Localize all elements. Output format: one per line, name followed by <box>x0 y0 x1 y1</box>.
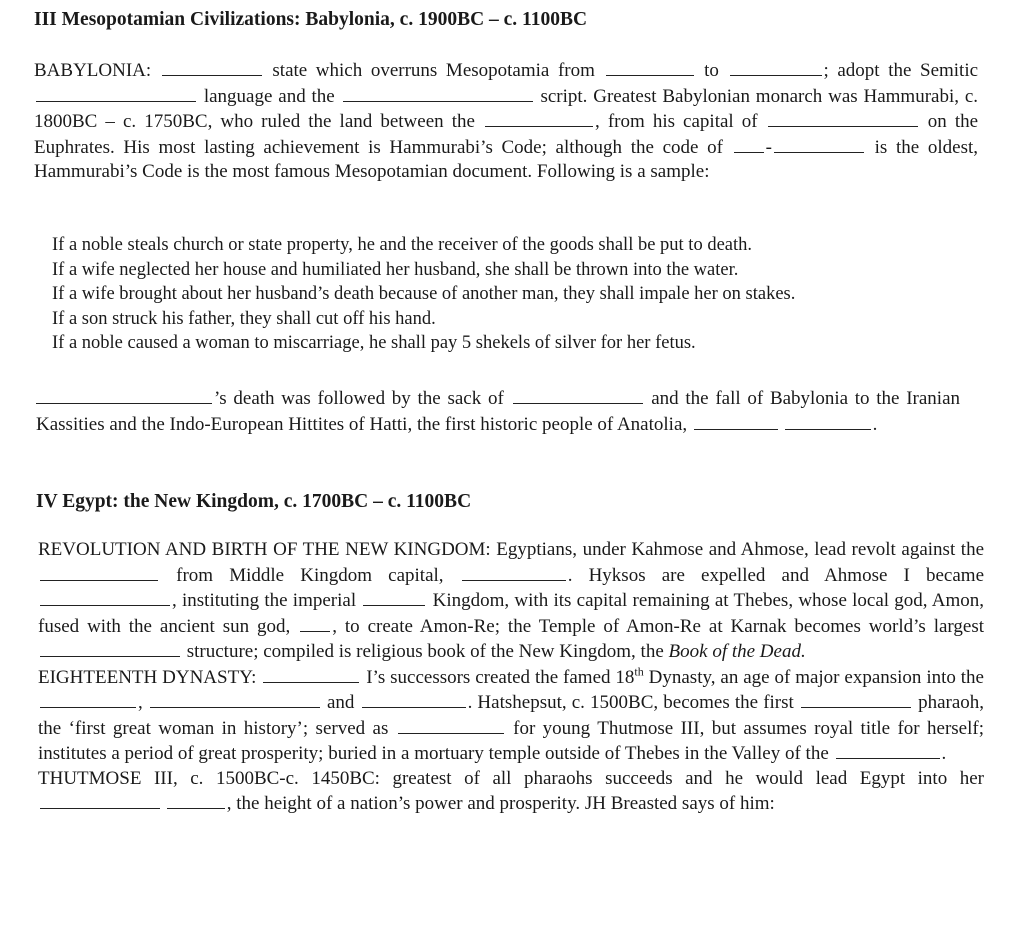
blank-revolt-against[interactable] <box>40 563 158 581</box>
blank-height-1[interactable] <box>40 791 160 809</box>
superscript: th <box>634 664 644 679</box>
blank-expansion-3[interactable] <box>362 690 466 708</box>
text: . Hatshepsut, c. 1500BC, becomes the first <box>467 692 794 713</box>
blank-sack-of[interactable] <box>513 386 643 404</box>
blank-ruler[interactable] <box>36 386 212 404</box>
blank-height-2[interactable] <box>167 791 225 809</box>
blank-ahmose-became[interactable] <box>40 588 170 606</box>
text: ’s death was followed by the sack of <box>214 388 504 409</box>
text: Kingdom, with its capital remaining at Thebes, whose local god, Amon, fused with the ancient sun god, <box>38 590 985 637</box>
code-sample-line: If a noble steals church or state property, he and the receiver of the goods shall be put to death. <box>52 235 753 255</box>
text: , instituting the imperial <box>172 590 357 611</box>
blank-anatolia-2[interactable] <box>785 412 871 430</box>
text: on the Euphrates. His most lasting achievement is Hammurabi’s Code; although the code of <box>34 111 979 158</box>
section-heading-egypt: IV Egypt: the New Kingdom, c. 1700BC – c. 1100BC <box>36 491 472 512</box>
blank-largest[interactable] <box>40 639 180 657</box>
blank-middle-capital[interactable] <box>462 563 566 581</box>
text: , from his capital of <box>595 111 758 132</box>
text: Dynasty, an age of major expansion into the <box>648 666 984 688</box>
blank-sun-god[interactable] <box>300 614 330 632</box>
blank-code-2[interactable] <box>774 135 864 153</box>
blank-dynasty-founder[interactable] <box>263 665 359 683</box>
text: , the height of a nation’s power and prosperity. JH Breasted says of him: <box>226 793 775 814</box>
blank-state[interactable] <box>162 58 262 76</box>
blank-valley[interactable] <box>836 741 940 759</box>
code-sample-list <box>52 233 982 356</box>
text: pharaoh, the ‘first great woman in history’; served as <box>38 692 985 739</box>
text: ; adopt the Semitic <box>823 60 979 81</box>
text: to <box>704 60 719 81</box>
code-sample-line: If a wife brought about her husband’s death because of another man, they shall impale her on stakes. <box>52 284 796 304</box>
blank-expansion-2[interactable] <box>150 690 320 708</box>
text: greatest of all pharaohs succeeds and he would lead Egypt into her <box>392 767 985 789</box>
babylonia-paragraph <box>34 58 978 185</box>
blank-capital[interactable] <box>768 109 918 127</box>
text: . Hyksos are expelled and Ahmose I became <box>567 564 985 586</box>
blank-first-pharaoh[interactable] <box>801 690 911 708</box>
babylonia-label: BABYLONIA: <box>34 60 152 81</box>
text: , <box>138 692 143 713</box>
code-sample-line: If a son struck his father, they shall cut off his hand. <box>52 308 436 329</box>
text: for young Thutmose III, but assumes royal title for herself; institutes a period of great prosperity; buried in a mortuary temple outside of Thebes in the Valley of the <box>38 717 984 764</box>
text: language and the <box>203 85 335 107</box>
text: , to create Amon-Re; the Temple of Amon-Re at Karnak becomes world’s largest <box>332 615 985 637</box>
blank-language[interactable] <box>36 84 196 102</box>
section-heading-babylonia: III Mesopotamian Civilizations: Babylonia, c. 1900BC – c. 1100BC <box>34 9 588 30</box>
blank-anatolia-1[interactable] <box>694 412 778 430</box>
text: script. Greatest Babylonian monarch was Hammurabi, c. 1800BC – c. 1750BC, who ruled the land between the <box>34 85 979 132</box>
text: structure; compiled is religious book of the New Kingdom, the <box>186 641 664 662</box>
blank-code-1[interactable] <box>734 135 764 153</box>
text: state which overruns Mesopotamia from <box>272 60 595 81</box>
text: and <box>327 692 355 713</box>
book-title: Book of the Dead. <box>668 641 806 662</box>
blank-to[interactable] <box>730 58 822 76</box>
fall-of-babylonia-paragraph <box>36 386 960 437</box>
code-sample-line: If a noble caused a woman to miscarriage, he shall pay 5 shekels of silver for her fetus. <box>52 333 696 353</box>
text: Egyptians, under Kahmose and Ahmose, lead revolt against the <box>496 539 984 560</box>
text: . <box>872 413 878 435</box>
blank-script[interactable] <box>343 84 533 102</box>
text: I’s successors created the famed 18 <box>366 666 635 688</box>
code-sample-line: If a wife neglected her house and humiliated her husband, she shall be thrown into the water. <box>52 259 739 280</box>
text: - <box>765 136 772 158</box>
thutmose-label: THUTMOSE III, c. 1500BC-c. 1450BC: <box>38 767 380 789</box>
blank-from[interactable] <box>606 58 694 76</box>
revolution-label: REVOLUTION AND BIRTH OF THE NEW KINGDOM: <box>38 539 491 560</box>
dynasty-label: EIGHTEENTH DYNASTY: <box>38 666 257 688</box>
text: . <box>941 743 947 764</box>
text: is the oldest, Hammurabi’s Code is the most famous Mesopotamian document. Following is a sample: <box>34 136 978 182</box>
text: from Middle Kingdom capital, <box>176 564 444 586</box>
blank-land-between[interactable] <box>485 109 593 127</box>
blank-imperial[interactable] <box>363 588 425 606</box>
text: and the fall of Babylonia to the Iranian Kassities and the Indo-European Hittites of Hatti, the first historic people of Anatolia, <box>36 388 960 435</box>
new-kingdom-paragraph <box>38 538 984 817</box>
blank-expansion-1[interactable] <box>40 690 136 708</box>
blank-served-as[interactable] <box>398 716 504 734</box>
